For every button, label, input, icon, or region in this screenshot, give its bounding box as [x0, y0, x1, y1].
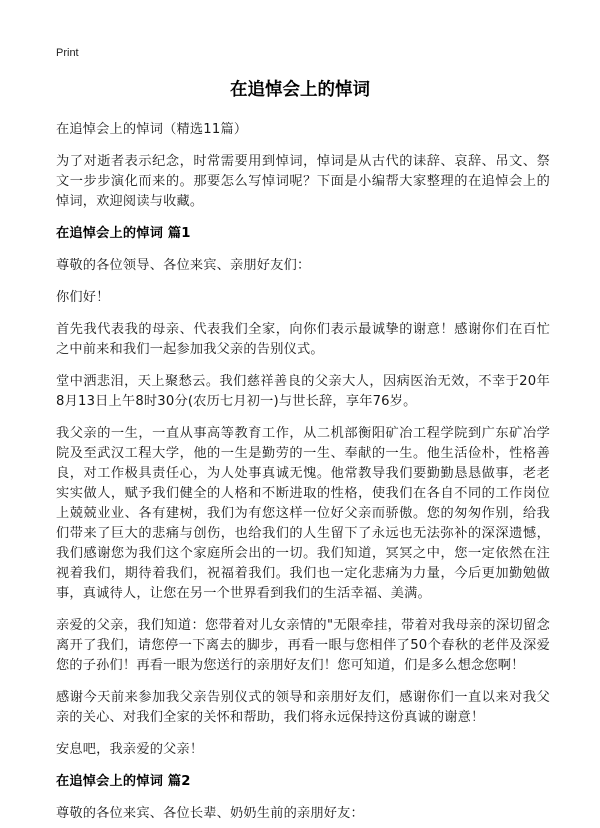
- document-body: [56, 120, 550, 828]
- section-heading: 在追悼会上的悼词 篇1: [56, 226, 191, 241]
- paragraph: 我父亲的一生，一直从事高等教育工作，从二机部衡阳矿冶工程学院到广东矿冶学院及至武汉工程大学，他的一生是勤劳的一生、奉献的一生。他生活俭朴，性格善良，对工作极具责任心，为人处事真诚无愧。他常教导我们要勤勤恳恳做事，老老实实做人，赋予我们健全的人格和不断进取的性格，使我们在各自不同的工作岗位上兢兢业业、各有建树，我们为有您这样一位好父亲而骄傲。您的匆匆作别，给我们带来了巨大的悲痛与创伤，也给我们的人生留下了永远也无法弥补的深深遗憾，我们感谢您为我们这个家庭所会出的一切。我们知道，冥冥之中，您一定依然在注视着我们，期待着我们，祝福着我们。我们也一定化悲痛为力量，今后更加勤勉做事，真诚待人，让您在另一个世界看到我们的生活幸福、美满。: [56, 426, 550, 601]
- intro-paragraph: 为了对逝者表示纪念，时常需要用到悼词，悼词是从古代的诔辞、哀辞、吊文、祭文一步步演化而来的。那要怎么写悼词呢？下面是小编帮大家整理的在追悼会上的悼词，欢迎阅读与收藏。: [56, 154, 550, 209]
- paragraph: 尊敬的各位领导、各位来宾、亲朋好友们：: [56, 258, 311, 273]
- section-heading: 在追悼会上的悼词 篇2: [56, 774, 191, 789]
- document-subtitle: 在追悼会上的悼词（精选11篇）: [56, 122, 248, 137]
- paragraph: 安息吧，我亲爱的父亲！: [56, 742, 204, 757]
- paragraph: 亲爱的父亲，我们知道：您带着对儿女亲情的"无限牵挂，带着对我母亲的深切留念离开了我们，请您停一下离去的脚步，再看一眼与您相伴了50个春秋的老伴及深爱您的子孙们！再看一眼为您送行的亲朋好友们！您可知道，们是多么想念您啊！: [56, 618, 550, 673]
- paragraph: 你们好！: [56, 290, 110, 305]
- document-title: 在追悼会上的悼词: [230, 80, 370, 100]
- paragraph: 尊敬的各位来宾、各位长辈、奶奶生前的亲朋好友：: [56, 806, 364, 821]
- paragraph: 堂中洒悲泪，天上聚愁云。我们慈祥善良的父亲大人，因病医治无效，不幸于20年8月13日上午8时30分(农历七月初一)与世长辞，享年76岁。: [56, 374, 550, 409]
- paragraph: 感谢今天前来参加我父亲告别仪式的领导和亲朋好友们，感谢你们一直以来对我父亲的关心、对我们全家的关怀和帮助，我们将永远保持这份真诚的谢意！: [56, 690, 550, 725]
- print-link[interactable]: Print: [56, 47, 79, 59]
- paragraph: 首先我代表我的母亲、代表我们全家，向你们表示最诚挚的谢意！感谢你们在百忙之中前来和我们一起参加我父亲的告别仪式。: [56, 322, 550, 357]
